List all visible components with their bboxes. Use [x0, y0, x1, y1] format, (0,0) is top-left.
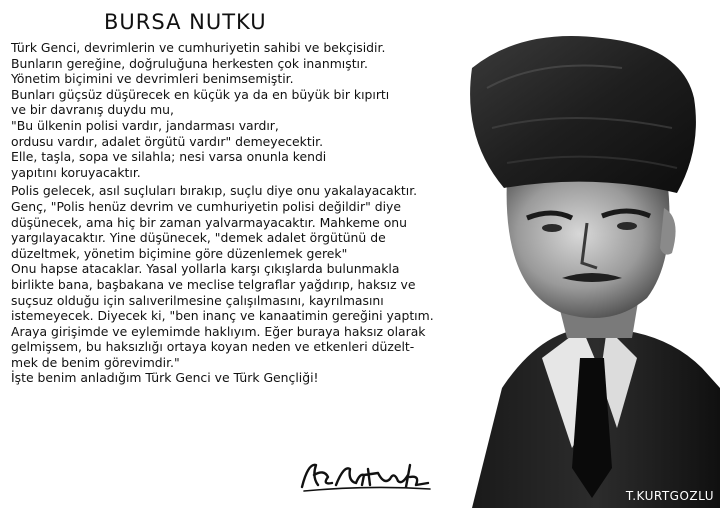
speech-line: ve bir davranış duydu mu,: [11, 102, 174, 118]
credit-watermark: T.KURTGOZLU: [625, 489, 714, 503]
speech-line: Genç, "Polis henüz devrim ve cumhuriyetin polisi değildir" diye: [11, 198, 401, 214]
speech-line: Elle, taşla, sopa ve silahla; nesi varsa onunla kendi: [11, 149, 327, 165]
speech-line: yargılayacaktır. Yine düşünecek, "demek adalet örgütünü de: [11, 230, 386, 246]
speech-line: İşte benim anladığım Türk Genci ve Türk Gençliği!: [11, 370, 319, 386]
speech-line: Polis gelecek, asıl suçluları bırakıp, suçlu diye onu yakalayacaktır.: [11, 183, 418, 199]
speech-text: [11, 40, 471, 386]
speech-line: gelmişsem, bu haksızlığı ortaya koyan neden ve etkenleri düzelt-: [11, 339, 415, 355]
speech-line: birlikte bana, başbakana ve meclise telgraflar yağdırıp, haksız ve: [11, 276, 416, 292]
speech-line: düzeltmek, yönetim biçimine göre düzenlemek gerek": [11, 245, 348, 261]
speech-line: ordusu vardır, adalet örgütü vardır" demeyecektir.: [11, 133, 324, 149]
speech-line: suçsuz olduğu için salıverilmesine çalışılmasını, kayrılmasını: [11, 292, 384, 308]
speech-line: mek de benim görevimdir.": [11, 354, 180, 370]
speech-line: düşünecek, ama hiç bir zaman yalvarmayacaktır. Mahkeme onu: [11, 214, 408, 230]
speech-line: Araya girişimde ve eylemimde haklıyım. Eğer buraya haksız olarak: [11, 323, 426, 339]
speech-line: "Bu ülkenin polisi vardır, jandarması vardır,: [11, 117, 279, 133]
portrait-photo: [432, 28, 720, 508]
speech-line: istemeyecek. Diyecek ki, "ben inanç ve kanaatimin gereğini yaptım.: [11, 308, 434, 324]
speech-line: Bunları güçsüz düşürecek en küçük ya da en büyük bir kıpırtı: [11, 86, 390, 102]
speech-line: yapıtını koruyacaktır.: [11, 164, 141, 180]
speech-line: Bunların gereğine, doğruluğuna herkesten çok inanmıştır.: [11, 55, 368, 71]
speech-line: Türk Genci, devrimlerin ve cumhuriyetin sahibi ve bekçisidir.: [11, 40, 386, 55]
speech-line: Onu hapse atacaklar. Yasal yollarla karşı çıkışlarda bulunmakla: [11, 261, 400, 277]
signature: [298, 455, 438, 497]
speech-title: BURSA NUTKU: [104, 10, 267, 34]
speech-line: Yönetim biçimini ve devrimleri benimsemiştir.: [11, 71, 294, 87]
